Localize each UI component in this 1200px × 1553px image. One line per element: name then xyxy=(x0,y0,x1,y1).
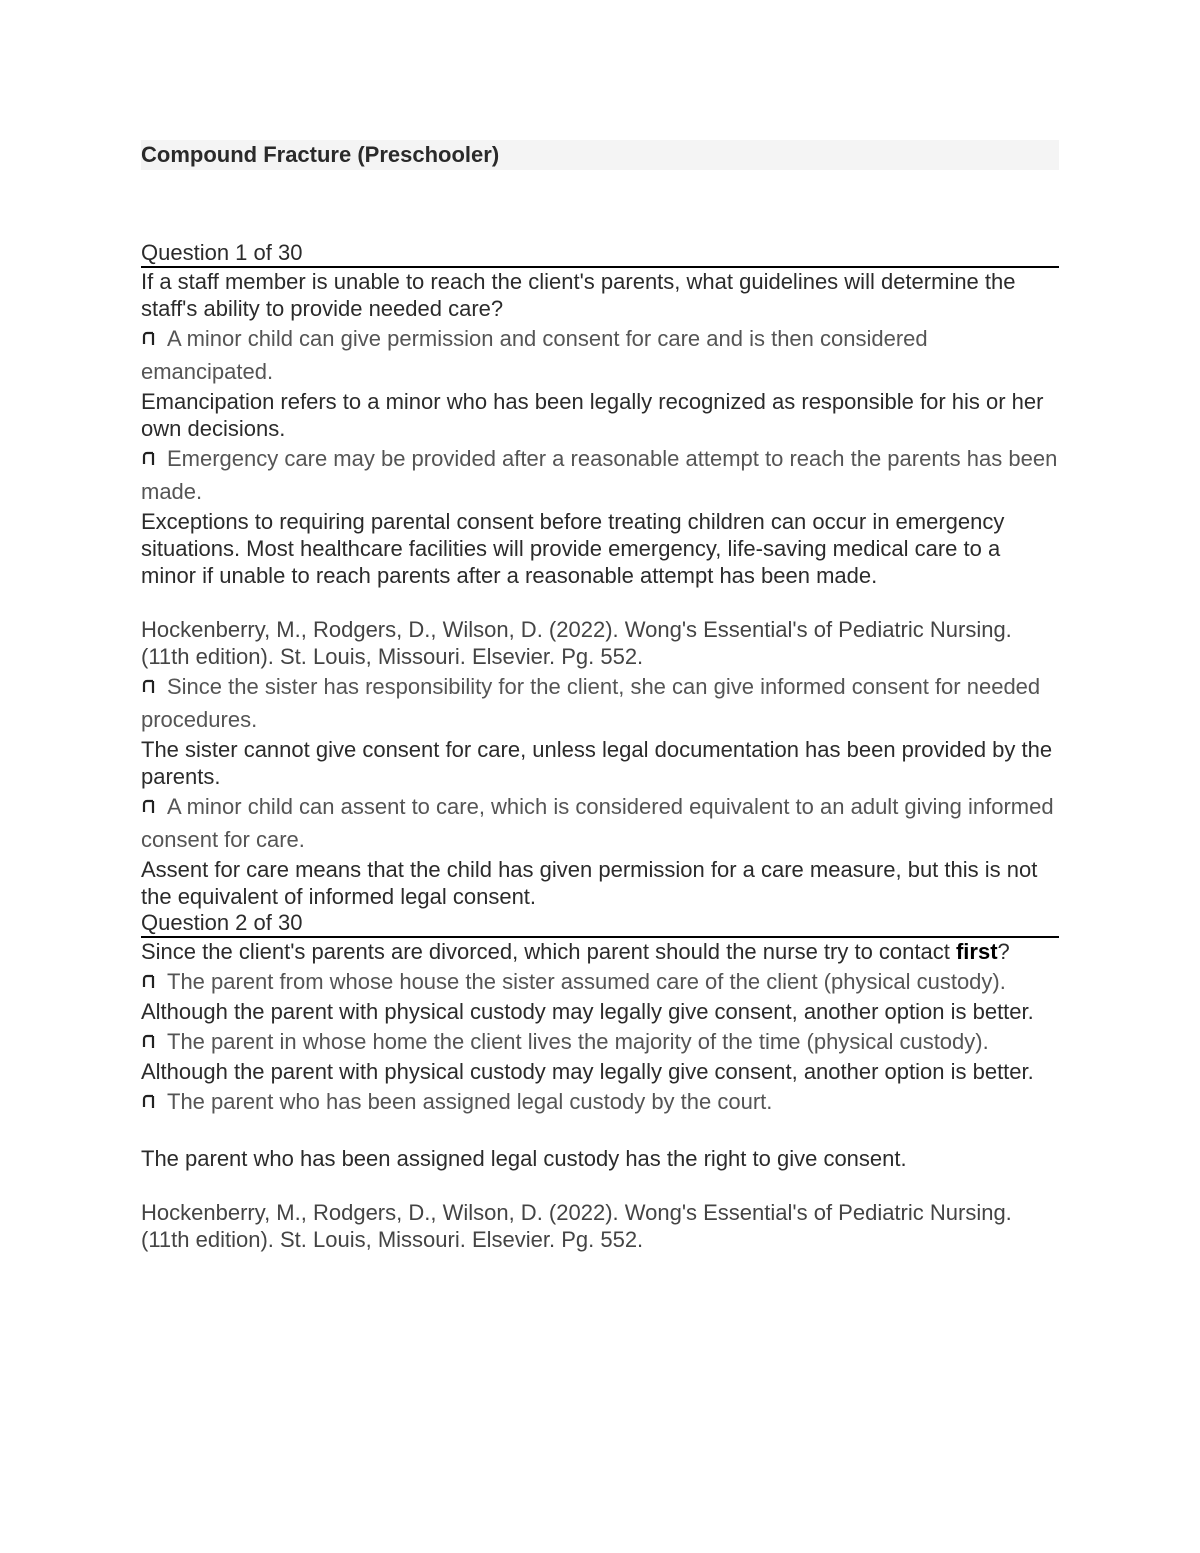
radio-icon[interactable] xyxy=(141,451,157,467)
answer-rationale: The sister cannot give consent for care, unless legal documentation has been provided by the parents. xyxy=(141,737,1053,789)
radio-icon[interactable] xyxy=(141,974,157,990)
radio-icon[interactable] xyxy=(141,799,157,815)
radio-icon[interactable] xyxy=(141,1034,157,1050)
answer-option-text: The parent from whose house the sister assumed care of the client (physical custody). xyxy=(167,969,1006,994)
question-header: Question 2 of 30 xyxy=(141,910,1059,938)
question-stem-text: Since the client's parents are divorced, which parent should the nurse try to contact xyxy=(141,939,956,964)
answer-option-text: A minor child can assent to care, which is considered equivalent to an adult giving informed consent for care. xyxy=(141,794,1054,852)
answer-option[interactable] xyxy=(141,322,1059,388)
radio-icon[interactable] xyxy=(141,679,157,695)
question-stem-text: ? xyxy=(997,939,1010,964)
answer-option-text: Since the sister has responsibility for the client, she can give informed consent for needed procedures. xyxy=(141,674,1041,732)
answer-rationale: Assent for care means that the child has given permission for a care measure, but this is not the equivalent of informed legal consent. xyxy=(141,857,1038,909)
document-title: Compound Fracture (Preschooler) xyxy=(141,140,1059,170)
spacer xyxy=(141,1118,1059,1145)
answer-rationale: Although the parent with physical custody may legally give consent, another option is better. xyxy=(141,1059,1034,1084)
answer-rationale: Exceptions to requiring parental consent before treating children can occur in emergency situations. Most healthcare facilities will provide emergency, life-saving medical care to a minor if unable to reach parents after a reasonable attempt has been made. xyxy=(141,509,1005,588)
answer-option-text: The parent who has been assigned legal custody by the court. xyxy=(167,1089,773,1114)
answer-rationale: Emancipation refers to a minor who has been legally recognized as responsible for his or her own decisions. xyxy=(141,389,1044,441)
question-1 xyxy=(141,240,1059,910)
spacer xyxy=(141,589,1059,616)
reference-citation: Hockenberry, M., Rodgers, D., Wilson, D. (2022). Wong's Essential's of Pediatric Nursing. (11th edition). St. Louis, Missouri. Elsevier. Pg. 552. xyxy=(141,1200,1012,1252)
reference-citation: Hockenberry, M., Rodgers, D., Wilson, D. (2022). Wong's Essential's of Pediatric Nursing. (11th edition). St. Louis, Missouri. Elsevier. Pg. 552. xyxy=(141,617,1012,669)
question-stem-emphasis: first xyxy=(955,939,998,964)
spacer xyxy=(141,170,1059,240)
answer-option[interactable] xyxy=(141,790,1059,856)
answer-option-text: Emergency care may be provided after a reasonable attempt to reach the parents has been made. xyxy=(141,446,1058,504)
answer-option-text: The parent in whose home the client lives the majority of the time (physical custody). xyxy=(167,1029,989,1054)
question-stem: If a staff member is unable to reach the client's parents, what guidelines will determine the staff's ability to provide needed care? xyxy=(141,269,1016,321)
answer-option[interactable] xyxy=(141,965,1059,998)
answer-option[interactable] xyxy=(141,670,1059,736)
answer-option[interactable] xyxy=(141,1085,1059,1118)
spacer xyxy=(141,1172,1059,1199)
question-header: Question 1 of 30 xyxy=(141,240,1059,268)
document-page xyxy=(141,140,1059,1253)
answer-option[interactable] xyxy=(141,1025,1059,1058)
question-2 xyxy=(141,910,1059,1253)
radio-icon[interactable] xyxy=(141,1094,157,1110)
answer-option[interactable] xyxy=(141,442,1059,508)
radio-icon[interactable] xyxy=(141,331,157,347)
answer-rationale: Although the parent with physical custody may legally give consent, another option is better. xyxy=(141,999,1034,1024)
question-stem xyxy=(141,938,1059,965)
answer-rationale: The parent who has been assigned legal custody has the right to give consent. xyxy=(141,1146,907,1171)
answer-option-text: A minor child can give permission and consent for care and is then considered emancipated. xyxy=(141,326,928,384)
